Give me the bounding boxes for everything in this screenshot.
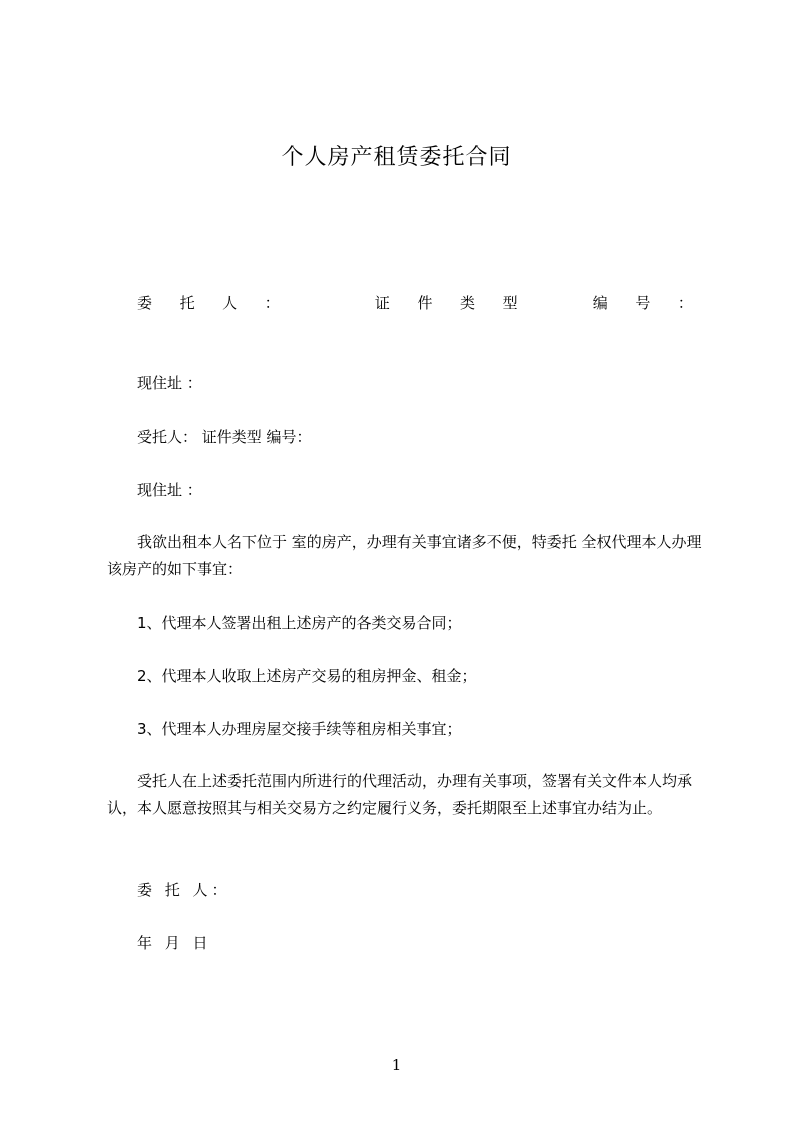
principal-char: 型 <box>502 294 518 312</box>
principal-char: 托 <box>179 294 195 312</box>
principal-char: ： <box>264 294 280 312</box>
principal-address: 现住址 ： <box>137 374 202 392</box>
agent-line: 受托人： 证件类型 编号： <box>137 428 312 446</box>
principal-gap <box>307 292 347 313</box>
principal-char: 件 <box>417 294 433 312</box>
principal-char: 类 <box>460 294 476 312</box>
closing-paragraph: 受托人在上述委托范围内所进行的代理活动，办理有关事项，签署有关文件本人均承认，本人愿意按照其与相关交易方之约定履行义务，委托期限至上述事宜办结为止。 <box>107 772 693 817</box>
date-label: 年 月 日 <box>137 934 212 952</box>
principal-char: 号 <box>635 294 651 312</box>
principal-char: ： <box>677 294 693 312</box>
principal-line <box>137 292 693 313</box>
principal-char: 人 <box>222 294 238 312</box>
signature-label: 委 托 人： <box>137 881 231 899</box>
list-item: 2、代理本人收取上述房产交易的租房押金、租金； <box>137 667 477 685</box>
agent-address: 现住址 ： <box>137 481 202 499</box>
intro-paragraph: 我欲出租本人名下位于 室的房产，办理有关事宜诸多不便，特委托 全权代理本人办理该房产的如下事宜： <box>107 533 702 578</box>
list-item: 3、代理本人办理房屋交接手续等租房相关事宜； <box>137 720 462 738</box>
list-item: 1、代理本人签署出租上述房产的各类交易合同； <box>137 614 462 632</box>
principal-char: 委 <box>137 294 153 312</box>
principal-char: 证 <box>374 294 390 312</box>
principal-gap <box>545 292 565 313</box>
principal-char: 编 <box>592 294 608 312</box>
page-number: 1 <box>391 1056 402 1074</box>
document-title: 个人房产租赁委托合同 <box>281 145 512 170</box>
